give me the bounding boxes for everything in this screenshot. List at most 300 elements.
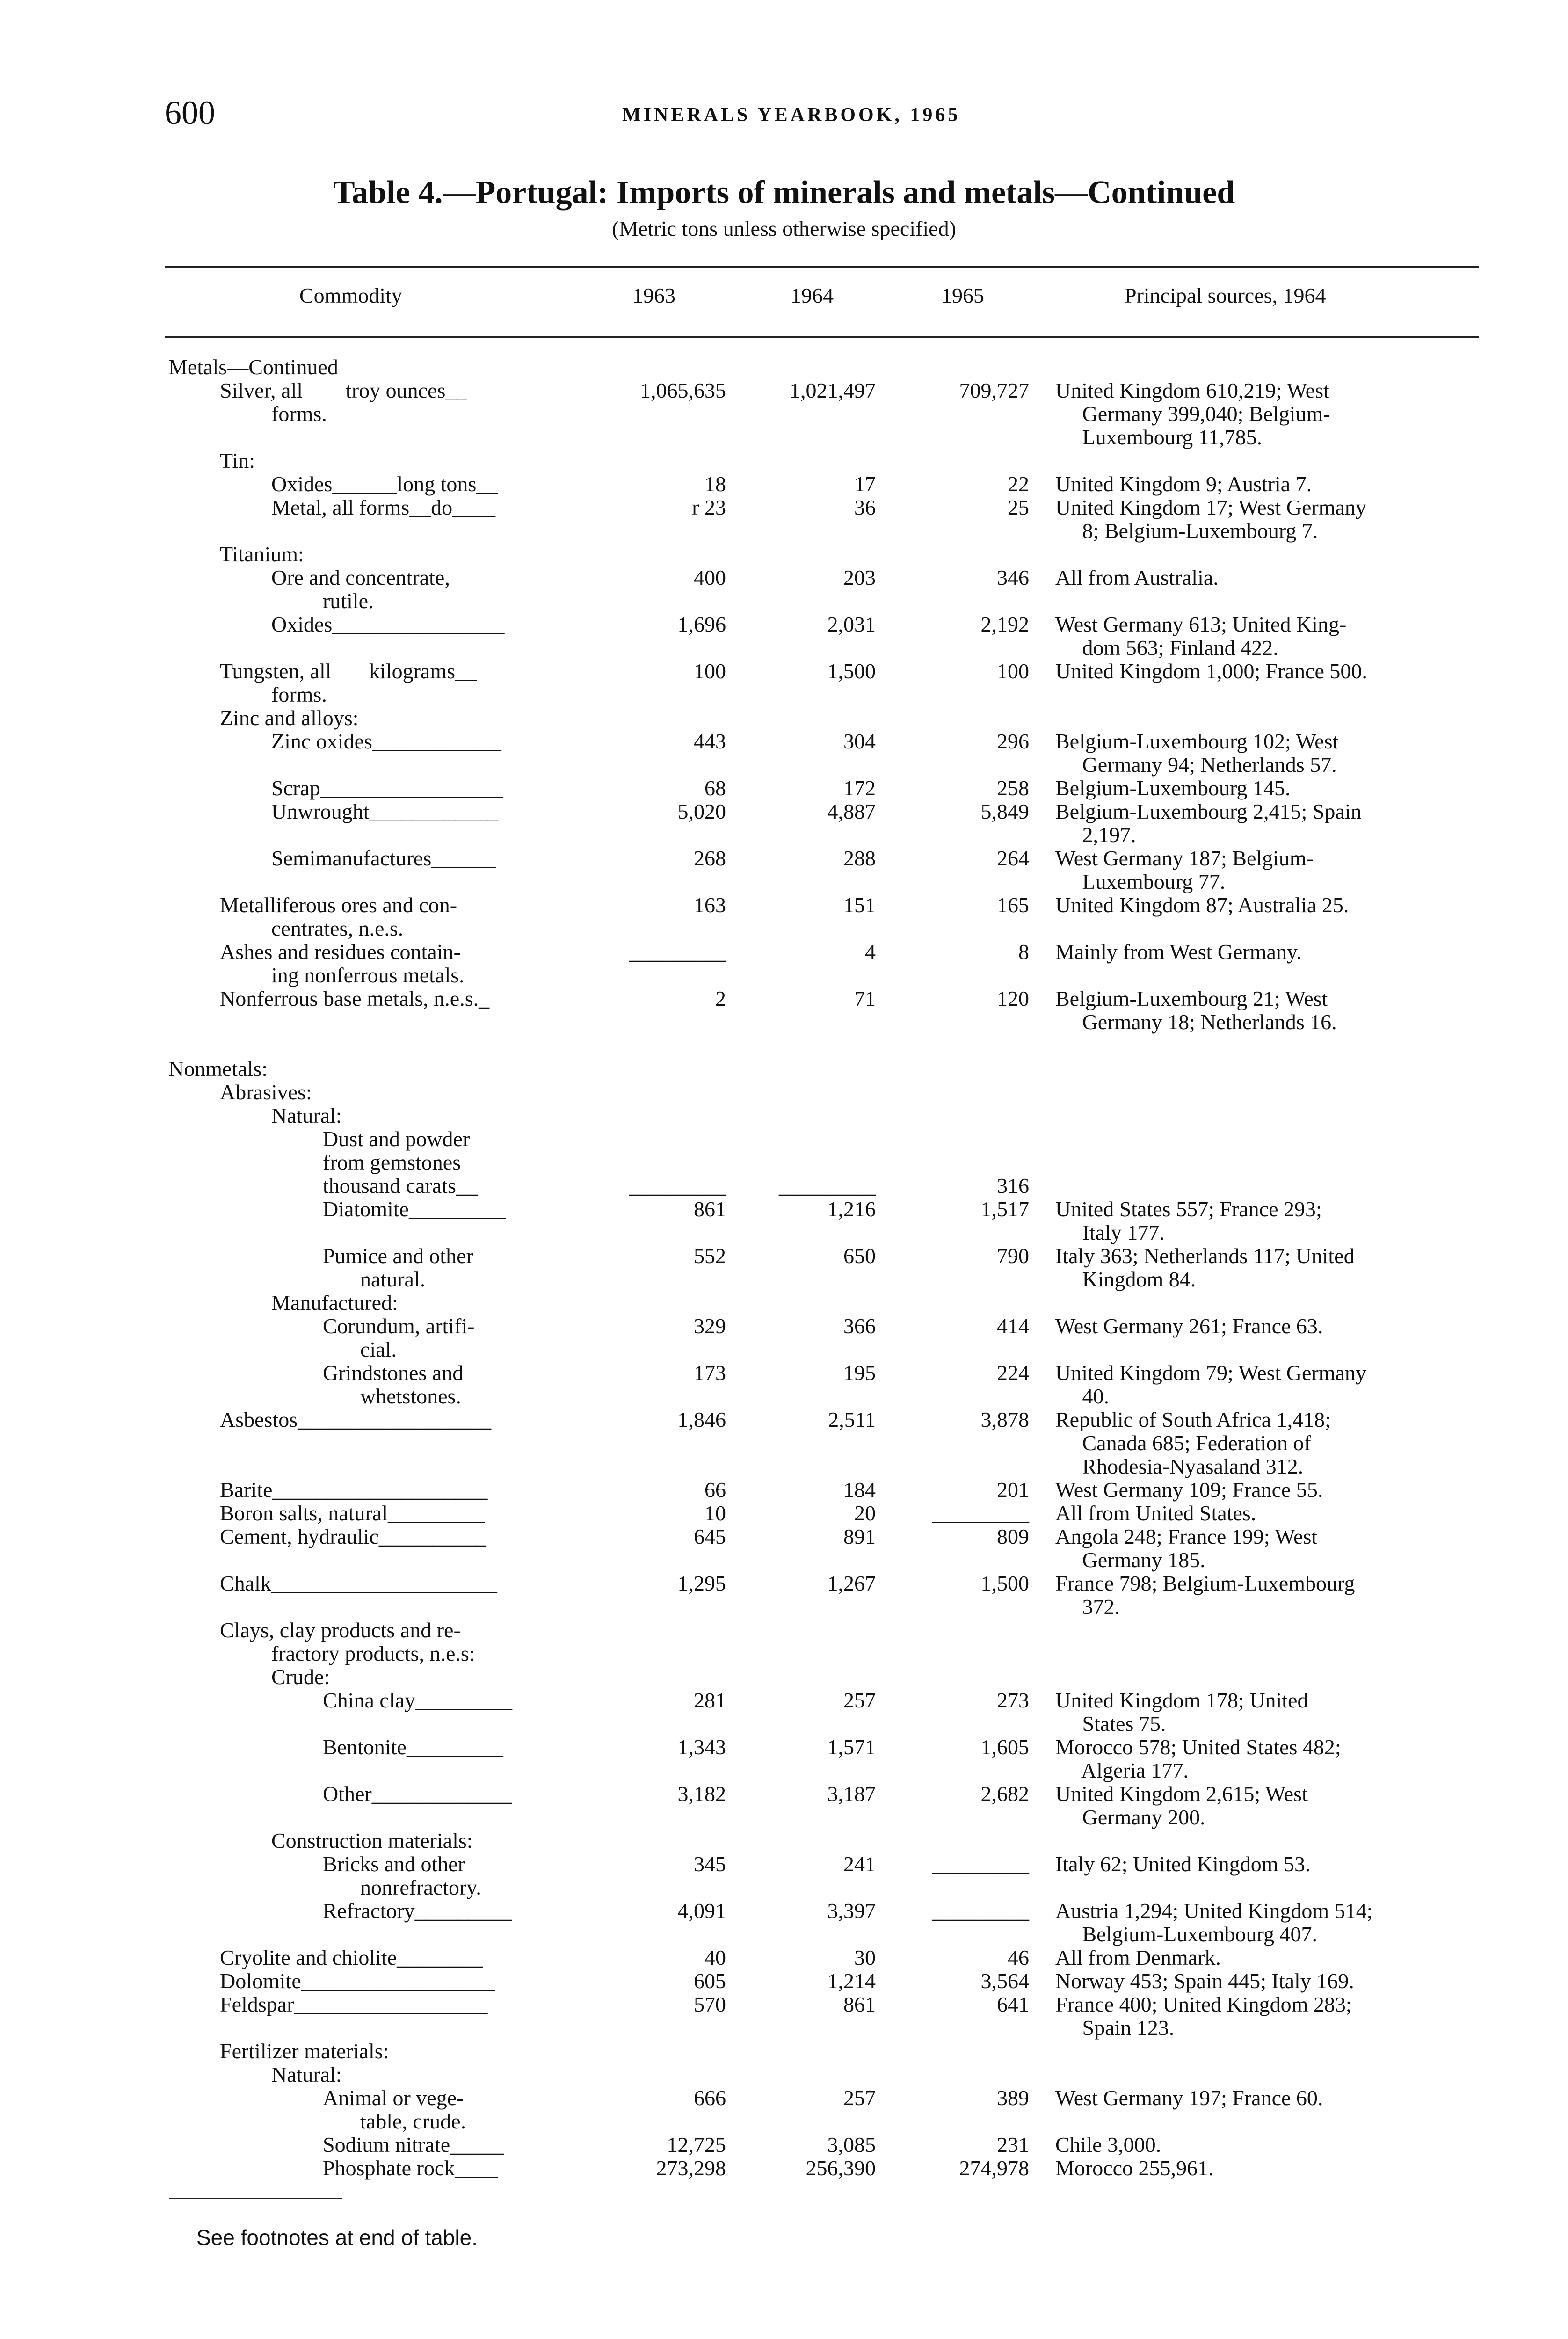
commodity-cell: forms. — [271, 683, 327, 706]
value-1964: 2,031 — [827, 612, 876, 636]
value-1963: 66 — [704, 1478, 726, 1502]
commodity-cell: Nonferrous base metals, n.e.s._ — [220, 987, 490, 1010]
table-row — [0, 1478, 1568, 1502]
sources-cell: United Kingdom 178; United — [1055, 1688, 1308, 1712]
sources-cell: Italy 363; Netherlands 117; United — [1055, 1244, 1355, 1268]
value-1963: 552 — [694, 1244, 726, 1268]
commodity-cell: Zinc and alloys: — [220, 706, 359, 730]
value-1963: 68 — [704, 776, 726, 800]
value-1963: 605 — [694, 1969, 726, 1993]
table-row — [0, 1455, 1568, 1478]
table-row — [0, 660, 1568, 683]
table-row — [0, 987, 1568, 1010]
value-1964: 650 — [843, 1244, 876, 1268]
commodity-cell: Animal or vege- — [323, 2086, 464, 2110]
table-row — [0, 1198, 1568, 1221]
commodity-cell: Pumice and other — [323, 1244, 473, 1268]
sources-cell: Germany 18; Netherlands 16. — [1055, 1010, 1337, 1034]
header-commodity: Commodity — [299, 283, 402, 307]
value-1964: 1,216 — [827, 1197, 876, 1221]
value-1965: 46 — [1008, 1946, 1029, 1969]
commodity-cell: Barite____________________ — [220, 1478, 488, 1502]
value-1963: 40 — [704, 1946, 726, 1969]
sources-cell: Luxembourg 11,785. — [1055, 425, 1263, 449]
sources-cell: United States 557; France 293; — [1055, 1197, 1322, 1221]
commodity-cell: Ashes and residues contain- — [220, 940, 461, 964]
value-1965: 709,727 — [959, 378, 1029, 402]
table-row — [0, 356, 1568, 379]
table-row — [0, 636, 1568, 660]
sources-cell: United Kingdom 2,615; West — [1055, 1782, 1308, 1806]
value-1965: 274,978 — [959, 2156, 1029, 2180]
table-row — [0, 1619, 1568, 1642]
table-row — [0, 1782, 1568, 1806]
sources-cell: Germany 185. — [1055, 1548, 1205, 1572]
sources-cell: Spain 123. — [1055, 2016, 1175, 2040]
value-1964: 71 — [854, 987, 876, 1010]
value-1965: 3,564 — [980, 1969, 1029, 1993]
table-row — [0, 1385, 1568, 1408]
table-row — [0, 1806, 1568, 1829]
value-1965: 100 — [997, 659, 1029, 683]
sources-cell: Belgium-Luxembourg 102; West — [1055, 729, 1339, 753]
table-row — [0, 893, 1568, 917]
commodity-cell: Natural: — [271, 1104, 342, 1127]
commodity-cell: from gemstones — [323, 1150, 461, 1174]
value-1963: 1,846 — [677, 1408, 726, 1431]
sources-cell: United Kingdom 9; Austria 7. — [1055, 472, 1312, 496]
value-1963: 570 — [694, 1992, 726, 2016]
table-row — [0, 1244, 1568, 1268]
footnote: See footnotes at end of table. — [196, 2225, 478, 2250]
value-1965: 296 — [997, 729, 1029, 753]
commodity-cell: Metalliferous ores and con- — [220, 893, 457, 917]
commodity-cell: Zinc oxides____________ — [271, 729, 501, 753]
commodity-cell: Metals—Continued — [168, 355, 338, 379]
header-rule — [165, 336, 1479, 338]
value-1964: 1,021,497 — [790, 378, 876, 402]
table-body — [0, 356, 1568, 2180]
table-row — [0, 730, 1568, 753]
value-1965: _________ — [932, 1899, 1029, 1923]
value-1964: 36 — [854, 495, 876, 519]
value-1963: 345 — [694, 1852, 726, 1876]
value-1965: 5,849 — [980, 799, 1029, 823]
value-1964: 288 — [843, 846, 876, 870]
commodity-cell: Manufactured: — [271, 1291, 398, 1315]
value-1963: 666 — [694, 2086, 726, 2110]
value-1965: 224 — [997, 1361, 1029, 1385]
value-1963: 100 — [694, 659, 726, 683]
value-1963: _________ — [629, 1174, 726, 1198]
commodity-cell: fractory products, n.e.s: — [271, 1642, 475, 1665]
commodity-cell: China clay_________ — [323, 1688, 512, 1712]
value-1963: 273,298 — [656, 2156, 726, 2180]
value-1964: 4 — [865, 940, 876, 964]
commodity-cell: Tin: — [220, 449, 255, 472]
sources-cell: West Germany 261; France 63. — [1055, 1314, 1323, 1338]
table-row — [0, 753, 1568, 777]
commodity-cell: Corundum, artifi- — [323, 1314, 475, 1338]
table-row — [0, 2040, 1568, 2063]
table-row — [0, 1946, 1568, 1969]
value-1964: 366 — [843, 1314, 876, 1338]
value-1964: 172 — [843, 776, 876, 800]
table-row — [0, 1034, 1568, 1057]
table-row — [0, 917, 1568, 940]
sources-cell: Belgium-Luxembourg 2,415; Spain — [1055, 799, 1362, 823]
header-1965: 1965 — [941, 283, 984, 307]
table-row — [0, 1057, 1568, 1081]
value-1964: 30 — [854, 1946, 876, 1969]
table-row — [0, 870, 1568, 893]
value-1965: 8 — [1018, 940, 1029, 964]
commodity-cell: Semimanufactures______ — [271, 846, 496, 870]
commodity-cell: Grindstones and — [323, 1361, 464, 1385]
commodity-cell: Natural: — [271, 2063, 342, 2086]
table-row — [0, 800, 1568, 823]
commodity-cell: Titanium: — [220, 542, 304, 566]
commodity-cell: Dust and powder — [323, 1127, 470, 1151]
commodity-cell: natural. — [360, 1267, 426, 1291]
table-row — [0, 543, 1568, 566]
sources-cell: Germany 94; Netherlands 57. — [1055, 753, 1337, 777]
table-row — [0, 1595, 1568, 1619]
commodity-cell: Bricks and other — [323, 1852, 465, 1876]
value-1964: 3,397 — [827, 1899, 876, 1923]
value-1963: 12,725 — [667, 2133, 726, 2157]
value-1964: 241 — [843, 1852, 876, 1876]
commodity-cell: Oxides______long tons__ — [271, 472, 498, 496]
table-row — [0, 1502, 1568, 1525]
commodity-cell: nonrefractory. — [360, 1875, 481, 1899]
table-row — [0, 847, 1568, 870]
table-row — [0, 402, 1568, 426]
sources-cell: Norway 453; Spain 445; Italy 169. — [1055, 1969, 1354, 1993]
table-title: Table 4.—Portugal: Imports of minerals and metals—Continued — [333, 174, 1235, 211]
table-row — [0, 777, 1568, 800]
commodity-cell: Diatomite_________ — [323, 1197, 506, 1221]
value-1964: 257 — [843, 1688, 876, 1712]
sources-cell: United Kingdom 17; West Germany — [1055, 495, 1366, 519]
commodity-cell: Cryolite and chiolite________ — [220, 1946, 483, 1969]
value-1963: 5,020 — [677, 799, 726, 823]
value-1963: 645 — [694, 1525, 726, 1548]
value-1965: 2,192 — [980, 612, 1029, 636]
value-1965: 258 — [997, 776, 1029, 800]
value-1965: 1,605 — [980, 1735, 1029, 1759]
table-row — [0, 496, 1568, 519]
value-1963: 1,065,635 — [640, 378, 726, 402]
top-rule — [165, 266, 1479, 268]
value-1965: 1,517 — [980, 1197, 1029, 1221]
value-1963: 281 — [694, 1688, 726, 1712]
sources-cell: Angola 248; France 199; West — [1055, 1525, 1318, 1548]
value-1965: 641 — [997, 1992, 1029, 2016]
value-1965: 231 — [997, 2133, 1029, 2157]
header-sources: Principal sources, 1964 — [1125, 283, 1326, 307]
commodity-cell: thousand carats__ — [323, 1174, 478, 1198]
sources-cell: Germany 200. — [1055, 1805, 1205, 1829]
value-1965: 414 — [997, 1314, 1029, 1338]
value-1964: 304 — [843, 729, 876, 753]
footnote-rule — [169, 2198, 342, 2199]
header-1964: 1964 — [791, 283, 834, 307]
table-row — [0, 613, 1568, 636]
table-row — [0, 1127, 1568, 1151]
value-1965: 1,500 — [980, 1571, 1029, 1595]
sources-cell: France 798; Belgium-Luxembourg — [1055, 1571, 1355, 1595]
value-1965: 273 — [997, 1688, 1029, 1712]
table-row — [0, 706, 1568, 730]
sources-cell: States 75. — [1055, 1712, 1166, 1736]
table-subtitle: (Metric tons unless otherwise specified) — [612, 217, 956, 240]
value-1965: 165 — [997, 893, 1029, 917]
table-row — [0, 1759, 1568, 1782]
table-row — [0, 1268, 1568, 1291]
value-1964: 4,887 — [827, 799, 876, 823]
commodity-cell: ing nonferrous metals. — [271, 963, 465, 987]
table-row — [0, 1899, 1568, 1923]
table-row — [0, 1642, 1568, 1665]
commodity-cell: Other_____________ — [323, 1782, 512, 1806]
value-1964: 257 — [843, 2086, 876, 2110]
sources-cell: United Kingdom 1,000; France 500. — [1055, 659, 1367, 683]
table-row — [0, 1923, 1568, 1946]
value-1965: 316 — [997, 1174, 1029, 1198]
table-row — [0, 1010, 1568, 1034]
table-row — [0, 1548, 1568, 1572]
commodity-cell: Scrap_________________ — [271, 776, 503, 800]
value-1963: 1,343 — [677, 1735, 726, 1759]
value-1965: 389 — [997, 2086, 1029, 2110]
sources-cell: Chile 3,000. — [1055, 2133, 1161, 2157]
value-1964: 3,085 — [827, 2133, 876, 2157]
value-1965: 2,682 — [980, 1782, 1029, 1806]
value-1964: 861 — [843, 1992, 876, 2016]
value-1963: 2 — [715, 987, 726, 1010]
running-head: MINERALS YEARBOOK, 1965 — [622, 104, 961, 126]
table-row — [0, 2110, 1568, 2133]
table-row — [0, 823, 1568, 847]
value-1964: 2,511 — [828, 1408, 876, 1431]
commodity-cell: Refractory_________ — [323, 1899, 512, 1923]
commodity-cell: Metal, all forms__do____ — [271, 495, 496, 519]
value-1964: 1,500 — [827, 659, 876, 683]
commodity-cell: Bentonite_________ — [323, 1735, 503, 1759]
table-row — [0, 2157, 1568, 2180]
table-row — [0, 1151, 1568, 1174]
table-row — [0, 1572, 1568, 1595]
value-1964: 1,214 — [827, 1969, 876, 1993]
sources-cell: Mainly from West Germany. — [1055, 940, 1302, 964]
commodity-cell: table, crude. — [360, 2109, 466, 2133]
table-row — [0, 1104, 1568, 1127]
value-1963: 18 — [704, 472, 726, 496]
value-1964: 17 — [854, 472, 876, 496]
table-row — [0, 589, 1568, 613]
value-1965: 809 — [997, 1525, 1029, 1548]
commodity-cell: Tungsten, all kilograms__ — [220, 659, 477, 683]
sources-cell: All from Denmark. — [1055, 1946, 1221, 1969]
sources-cell: 2,197. — [1055, 823, 1136, 847]
value-1963: 3,182 — [677, 1782, 726, 1806]
table-row — [0, 1712, 1568, 1736]
table-row — [0, 2063, 1568, 2086]
commodity-cell: Abrasives: — [220, 1080, 312, 1104]
sources-cell: Italy 62; United Kingdom 53. — [1055, 1852, 1311, 1876]
value-1964: 195 — [843, 1361, 876, 1385]
table-row — [0, 426, 1568, 449]
sources-cell: Republic of South Africa 1,418; — [1055, 1408, 1331, 1431]
table-row — [0, 1174, 1568, 1198]
commodity-cell: Feldspar__________________ — [220, 1992, 488, 2016]
sources-cell: Belgium-Luxembourg 145. — [1055, 776, 1291, 800]
commodity-cell: Unwrought____________ — [271, 799, 499, 823]
sources-cell: Algeria 177. — [1055, 1758, 1189, 1782]
value-1963: 268 — [694, 846, 726, 870]
value-1963: 329 — [694, 1314, 726, 1338]
table-row — [0, 1291, 1568, 1315]
value-1965: 201 — [997, 1478, 1029, 1502]
commodity-cell: cial. — [360, 1337, 397, 1361]
table-row — [0, 1525, 1568, 1548]
table-row — [0, 940, 1568, 964]
value-1963: 1,295 — [677, 1571, 726, 1595]
table-row — [0, 379, 1568, 402]
table-row — [0, 1852, 1568, 1876]
commodity-cell: rutile. — [323, 589, 374, 613]
sources-cell: Canada 685; Federation of — [1055, 1431, 1311, 1455]
value-1963: 4,091 — [677, 1899, 726, 1923]
commodity-cell: centrates, n.e.s. — [271, 916, 404, 940]
commodity-cell: Sodium nitrate_____ — [323, 2133, 504, 2157]
value-1965: 22 — [1008, 472, 1029, 496]
value-1964: 184 — [843, 1478, 876, 1502]
value-1965: 346 — [997, 566, 1029, 589]
sources-cell: West Germany 613; United King- — [1055, 612, 1347, 636]
sources-cell: Luxembourg 77. — [1055, 870, 1226, 893]
table-row — [0, 1993, 1568, 2016]
table-row — [0, 519, 1568, 543]
value-1964: 891 — [843, 1525, 876, 1548]
table-row — [0, 1361, 1568, 1385]
sources-cell: 40. — [1055, 1384, 1109, 1408]
table-row — [0, 1665, 1568, 1689]
commodity-cell: Asbestos__________________ — [220, 1408, 492, 1431]
value-1964: 3,187 — [827, 1782, 876, 1806]
page-number: 600 — [165, 94, 215, 131]
value-1965: _________ — [932, 1852, 1029, 1876]
value-1965: 3,878 — [980, 1408, 1029, 1431]
value-1965: _________ — [932, 1501, 1029, 1525]
value-1963: _________ — [629, 940, 726, 964]
table-row — [0, 1969, 1568, 1993]
sources-cell: West Germany 187; Belgium- — [1055, 846, 1314, 870]
sources-cell: Italy 177. — [1055, 1220, 1165, 1244]
value-1964: 203 — [843, 566, 876, 589]
sources-cell: Belgium-Luxembourg 21; West — [1055, 987, 1328, 1010]
table-row — [0, 1431, 1568, 1455]
table-row — [0, 449, 1568, 472]
commodity-cell: Cement, hydraulic__________ — [220, 1525, 486, 1548]
value-1965: 790 — [997, 1244, 1029, 1268]
value-1964: _________ — [779, 1174, 876, 1198]
sources-cell: Rhodesia-Nyasaland 312. — [1055, 1454, 1304, 1478]
commodity-cell: Ore and concentrate, — [271, 566, 450, 589]
table-row — [0, 472, 1568, 496]
value-1963: 10 — [704, 1501, 726, 1525]
value-1963: 861 — [694, 1197, 726, 1221]
commodity-cell: Dolomite__________________ — [220, 1969, 495, 1993]
table-row — [0, 1221, 1568, 1244]
sources-cell: United Kingdom 79; West Germany — [1055, 1361, 1366, 1385]
sources-cell: Morocco 578; United States 482; — [1055, 1735, 1341, 1759]
table-row — [0, 2016, 1568, 2040]
commodity-cell: forms. — [271, 402, 327, 426]
sources-cell: United Kingdom 87; Australia 25. — [1055, 893, 1349, 917]
value-1964: 1,267 — [827, 1571, 876, 1595]
sources-cell: 372. — [1055, 1595, 1120, 1619]
value-1963: r 23 — [692, 495, 726, 519]
sources-cell: Germany 399,040; Belgium- — [1055, 402, 1330, 426]
table-row — [0, 566, 1568, 589]
sources-cell: Austria 1,294; United Kingdom 514; — [1055, 1899, 1373, 1923]
commodity-cell: Crude: — [271, 1665, 330, 1689]
commodity-cell: Silver, all troy ounces__ — [220, 378, 467, 402]
sources-cell: West Germany 109; France 55. — [1055, 1478, 1323, 1502]
value-1965: 120 — [997, 987, 1029, 1010]
table-row — [0, 964, 1568, 987]
sources-cell: All from United States. — [1055, 1501, 1256, 1525]
sources-cell: Belgium-Luxembourg 407. — [1055, 1922, 1318, 1946]
value-1964: 1,571 — [827, 1735, 876, 1759]
sources-cell: dom 563; Finland 422. — [1055, 636, 1278, 660]
table-row — [0, 1338, 1568, 1361]
sources-cell: France 400; United Kingdom 283; — [1055, 1992, 1352, 2016]
sources-cell: 8; Belgium-Luxembourg 7. — [1055, 519, 1318, 543]
commodity-cell: Chalk_____________________ — [220, 1571, 497, 1595]
value-1965: 264 — [997, 846, 1029, 870]
value-1963: 400 — [694, 566, 726, 589]
commodity-cell: Fertilizer materials: — [220, 2039, 389, 2063]
table-row — [0, 683, 1568, 706]
sources-cell: United Kingdom 610,219; West — [1055, 378, 1329, 402]
table-row — [0, 2086, 1568, 2110]
commodity-cell: Construction materials: — [271, 1829, 473, 1852]
table-row — [0, 1315, 1568, 1338]
table-row — [0, 1736, 1568, 1759]
header-1963: 1963 — [632, 283, 675, 307]
value-1965: 25 — [1008, 495, 1029, 519]
value-1964: 151 — [843, 893, 876, 917]
table-row — [0, 1876, 1568, 1899]
sources-cell: Morocco 255,961. — [1055, 2156, 1214, 2180]
sources-cell: Kingdom 84. — [1055, 1267, 1196, 1291]
table-row — [0, 2133, 1568, 2157]
table-row — [0, 1408, 1568, 1431]
commodity-cell: Nonmetals: — [168, 1057, 268, 1081]
value-1963: 173 — [694, 1361, 726, 1385]
commodity-cell: Oxides________________ — [271, 612, 505, 636]
table-row — [0, 1689, 1568, 1712]
table-row — [0, 1829, 1568, 1852]
value-1964: 20 — [854, 1501, 876, 1525]
commodity-cell: Clays, clay products and re- — [220, 1618, 461, 1642]
commodity-cell: Boron salts, natural_________ — [220, 1501, 485, 1525]
value-1963: 443 — [694, 729, 726, 753]
value-1964: 256,390 — [806, 2156, 876, 2180]
